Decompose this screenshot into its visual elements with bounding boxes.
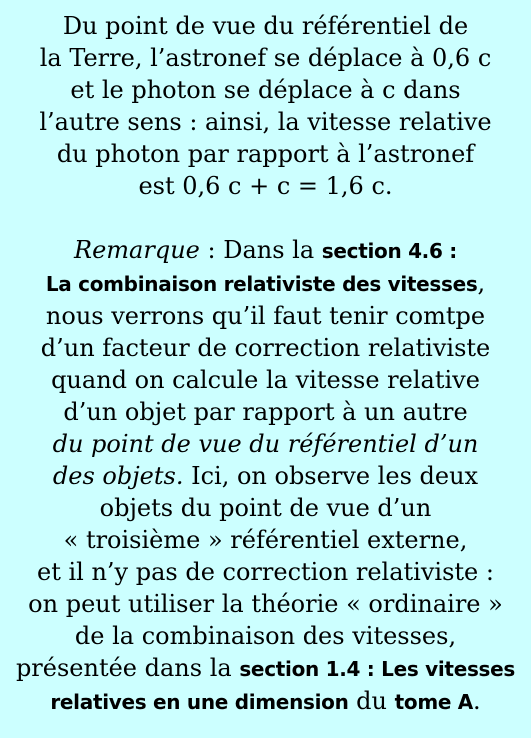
- p1-line-4: l’autre sens : ainsi, la vitesse relative: [39, 108, 492, 136]
- p2-line-7: du point de vue du référentiel d’un: [52, 430, 479, 458]
- section-title-link[interactable]: La combinaison relativiste des vitesses: [45, 272, 478, 296]
- p1-line-2: la Terre, l’astronef se déplace à 0,6 c: [39, 44, 492, 72]
- section-1-4-link[interactable]: section 1.4 : Les vitesses: [239, 657, 516, 681]
- p2-line-5: quand on calcule la vitesse relative: [51, 366, 480, 394]
- section-1-4-link-cont[interactable]: relatives en une dimension: [50, 690, 349, 714]
- p2-line-15: [0, 685, 531, 718]
- p2-line-1: [0, 234, 531, 267]
- p1-line-5: du photon par rapport à l’astronef: [56, 140, 475, 168]
- p2-line-2-tail: ,: [477, 269, 486, 297]
- p1-line-1: Du point de vue du référentiel de: [62, 12, 469, 40]
- remarque-label: Remarque: [74, 236, 200, 264]
- p2-line-6: d’un objet par rapport à un autre: [63, 398, 468, 426]
- p2-line-8-text: Ici, on observe les deux: [183, 462, 479, 490]
- p2-line-15-text: du: [348, 687, 395, 715]
- p2-line-2: [0, 267, 531, 300]
- p2-line-3: nous verrons qu’il faut tenir comtpe: [45, 302, 486, 330]
- p2-line-8-italic: des objets.: [52, 462, 184, 490]
- p2-line-10: « troisième » référentiel externe,: [63, 526, 468, 554]
- tome-a-link[interactable]: tome A: [394, 690, 473, 714]
- p2-line-8: [0, 460, 531, 492]
- p2-line-14-text: présentée dans la: [15, 654, 240, 682]
- p2-line-12: on peut utiliser la théorie « ordinaire »: [28, 590, 503, 618]
- p2-line-15-end: .: [472, 687, 481, 715]
- p2-line-11: et il n’y pas de correction relativiste :: [37, 558, 494, 586]
- p2-line-4: d’un facteur de correction relativiste: [40, 334, 491, 362]
- p2-line-1-text: : Dans la: [199, 236, 322, 264]
- paragraph-gap: [0, 202, 531, 234]
- section-ref-link[interactable]: section 4.6 :: [321, 239, 457, 263]
- p2-line-14: [0, 652, 531, 685]
- p2-line-13: de la combinaison des vitesses,: [74, 622, 457, 650]
- p2-line-9: objets du point de vue d’un: [99, 494, 432, 522]
- p1-line-3: et le photon se déplace à c dans: [70, 76, 461, 104]
- p1-line-6: est 0,6 c + c = 1,6 c.: [138, 172, 393, 200]
